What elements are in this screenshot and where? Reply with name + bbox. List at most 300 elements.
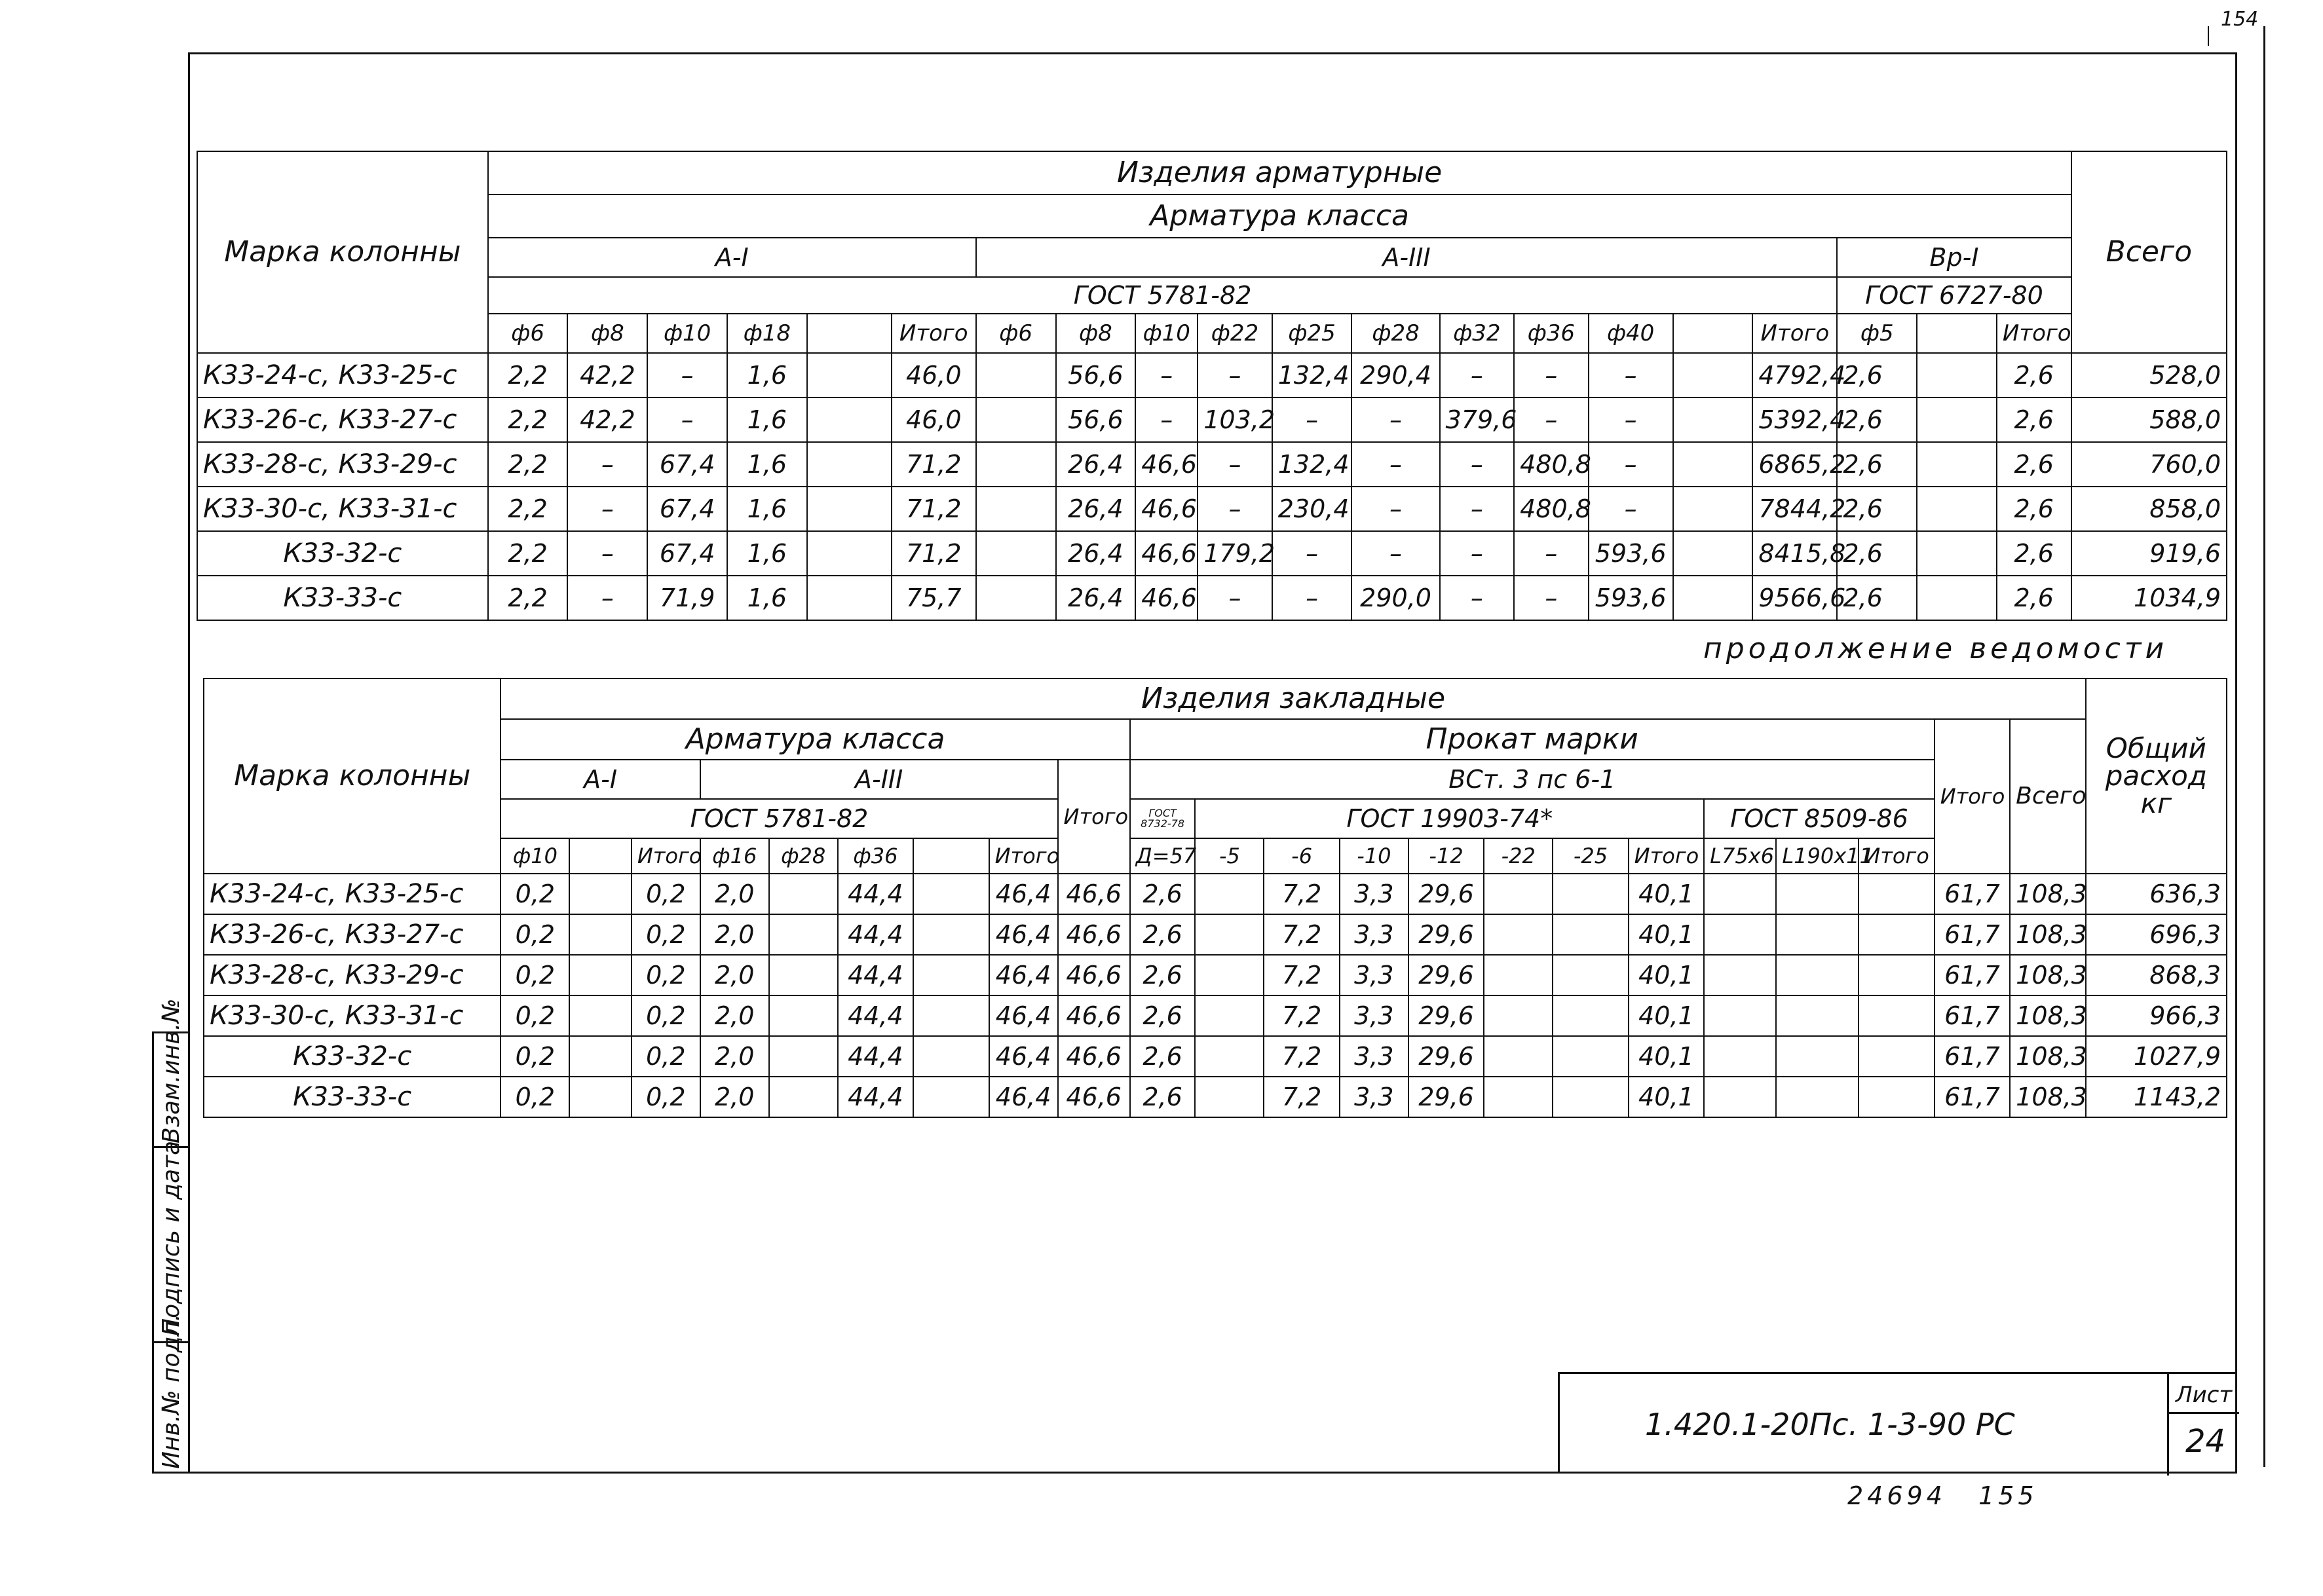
t1-cell: 480,8 — [1514, 442, 1589, 487]
t2-cell: 2,6 — [1130, 955, 1196, 995]
t2-cell: 0,2 — [632, 995, 700, 1036]
t2-cell — [1195, 1077, 1264, 1117]
t2-cell — [769, 914, 838, 955]
t1-cell: – — [1135, 353, 1198, 398]
t1-cell: 2,2 — [488, 487, 568, 531]
t2-col-header: Итого — [632, 838, 700, 874]
t1-cell: – — [1514, 398, 1589, 442]
t2-cell: 2,0 — [700, 914, 769, 955]
t1-cell: – — [567, 442, 647, 487]
t1-cell: – — [567, 531, 647, 576]
t2-itogo-header: Итого — [1935, 719, 2010, 874]
t1-group-a1: А-I — [488, 238, 976, 277]
t2-group-a3: А-III — [700, 760, 1058, 799]
t2-cell: 7,2 — [1264, 995, 1339, 1036]
t2-cell — [1859, 1077, 1934, 1117]
t1-cell: 132,4 — [1272, 353, 1352, 398]
t2-cell — [1553, 874, 1628, 914]
t1-cell — [1917, 398, 1997, 442]
t1-cell: 7844,2 — [1752, 487, 1837, 531]
t2-cell: 0,2 — [632, 914, 700, 955]
t1-row-total: 588,0 — [2071, 398, 2227, 442]
t2-cell — [913, 1077, 989, 1117]
t2-cell — [1195, 995, 1264, 1036]
t2-cell — [1484, 955, 1553, 995]
t1-cell: – — [1440, 487, 1515, 531]
t2-cell: 7,2 — [1264, 874, 1339, 914]
t1-cell — [1673, 353, 1753, 398]
t1-cell: 71,2 — [892, 487, 976, 531]
t1-cell: – — [647, 398, 727, 442]
t1-col-header: ф6 — [976, 314, 1056, 353]
t1-col-header — [807, 314, 892, 353]
bottom-number-right: 155 — [1978, 1481, 2038, 1510]
t1-cell: – — [1198, 576, 1272, 620]
t2-row-general: 696,3 — [2086, 914, 2227, 955]
t2-cell — [769, 995, 838, 1036]
t1-title: Изделия арматурные — [488, 151, 2071, 195]
t2-cell: 7,2 — [1264, 1077, 1339, 1117]
t2-cell: 2,6 — [1130, 1036, 1196, 1077]
t1-cell — [976, 442, 1056, 487]
t2-col-header: L190х11 — [1776, 838, 1859, 874]
t2-cell: 2,0 — [700, 955, 769, 995]
t2-cell: 44,4 — [838, 874, 913, 914]
t2-cell: 29,6 — [1408, 1077, 1484, 1117]
continuation-label: продолжение ведомости — [1703, 632, 2168, 665]
t1-table-row — [197, 353, 2227, 398]
t1-col-header: ф22 — [1198, 314, 1272, 353]
t2-table-row — [204, 1036, 2227, 1077]
t1-cell: – — [1272, 398, 1352, 442]
t2-col-header: ф36 — [838, 838, 913, 874]
t1-cell: 56,6 — [1056, 398, 1136, 442]
t1-cell: 71,2 — [892, 531, 976, 576]
t1-group-vr1: Вр-I — [1837, 238, 2071, 277]
t1-cell: – — [1589, 398, 1673, 442]
t2-cell — [1859, 1036, 1934, 1077]
t1-group-a3: А-III — [976, 238, 1838, 277]
t1-cell: 2,6 — [1997, 398, 2071, 442]
t2-col-header: ф10 — [500, 838, 569, 874]
t2-row-vsego: 108,3 — [2010, 995, 2086, 1036]
t1-cell — [1917, 353, 1997, 398]
t1-row-mark: К33-26-с, К33-27-с — [197, 398, 488, 442]
right-edge-line — [2263, 26, 2265, 1467]
t2-total-header: Всего — [2010, 719, 2086, 874]
t1-cell: 480,8 — [1514, 487, 1589, 531]
t2-col-header: L75х6 — [1704, 838, 1776, 874]
t1-cell: – — [1589, 442, 1673, 487]
t1-cell: 9566,6 — [1752, 576, 1837, 620]
t2-steel: ВСт. 3 пс 6-1 — [1130, 760, 1935, 799]
t2-cell: 2,0 — [700, 995, 769, 1036]
t2-mark-header: Марка колонны — [204, 678, 500, 874]
t2-row-mark: К33-28-с, К33-29-с — [204, 955, 500, 995]
t1-cell — [976, 487, 1056, 531]
t2-cell — [569, 955, 631, 995]
t2-row-mark: К33-33-с — [204, 1077, 500, 1117]
t1-table-row — [197, 442, 2227, 487]
t2-cell — [1704, 1077, 1776, 1117]
t2-cell: 44,4 — [838, 1077, 913, 1117]
t1-cell: 1,6 — [727, 487, 807, 531]
t2-row-mark: К33-32-с — [204, 1036, 500, 1077]
t2-cell: 7,2 — [1264, 955, 1339, 995]
t1-cell: 26,4 — [1056, 531, 1136, 576]
t2-cell — [1195, 1036, 1264, 1077]
t1-row-total: 1034,9 — [2071, 576, 2227, 620]
t2-cell: 40,1 — [1629, 1077, 1704, 1117]
t2-cell: 46,4 — [989, 955, 1058, 995]
t1-total-header: Всего — [2071, 151, 2227, 353]
t1-cell: – — [1198, 487, 1272, 531]
t1-col-header — [1673, 314, 1753, 353]
t2-row-itogo: 61,7 — [1935, 1077, 2010, 1117]
t1-cell: – — [1440, 353, 1515, 398]
t1-cell: – — [1351, 442, 1439, 487]
t2-col-header: Итого — [1859, 838, 1934, 874]
t2-cell — [1553, 1077, 1628, 1117]
t1-col-header: ф32 — [1440, 314, 1515, 353]
t1-cell — [807, 487, 892, 531]
t1-col-header: ф5 — [1837, 314, 1917, 353]
t1-cell: 1,6 — [727, 398, 807, 442]
t1-col-header: ф10 — [1135, 314, 1198, 353]
t2-col-header: -6 — [1264, 838, 1339, 874]
t2-cell: 29,6 — [1408, 995, 1484, 1036]
t1-cell: – — [1351, 487, 1439, 531]
side-stamp — [152, 998, 190, 1474]
t2-cell: 2,6 — [1130, 1077, 1196, 1117]
t2-title: Изделия закладные — [500, 678, 2085, 719]
t2-cell: 3,3 — [1340, 874, 1408, 914]
t2-cell: 46,4 — [989, 995, 1058, 1036]
t1-cell: 67,4 — [647, 487, 727, 531]
t1-cell: 2,6 — [1837, 442, 1917, 487]
t1-mark-header: Марка колонны — [197, 151, 488, 353]
t1-cell: 46,0 — [892, 398, 976, 442]
t2-cell: 46,4 — [989, 914, 1058, 955]
t1-col-header: ф25 — [1272, 314, 1352, 353]
t1-cell — [1917, 531, 1997, 576]
t2-cell — [1195, 955, 1264, 995]
t2-row-itogo: 61,7 — [1935, 874, 2010, 914]
side-label-inventory: Инв.№ подл. — [158, 1314, 185, 1469]
t1-cell: 132,4 — [1272, 442, 1352, 487]
t2-cell — [1776, 1077, 1859, 1117]
t2-row-itogo: 61,7 — [1935, 1036, 2010, 1077]
t2-cell — [1859, 995, 1934, 1036]
t2-cell — [1484, 874, 1553, 914]
reinforcement-table — [197, 151, 2227, 621]
t2-cell: 46,4 — [989, 874, 1058, 914]
t1-row-total: 528,0 — [2071, 353, 2227, 398]
t2-cell — [1704, 1036, 1776, 1077]
t2-cell: 0,2 — [500, 914, 569, 955]
bottom-number-left: 24694 — [1847, 1481, 1946, 1510]
t2-row-vsego: 108,3 — [2010, 955, 2086, 995]
t2-col-header: Итого — [989, 838, 1058, 874]
t2-row-vsego: 108,3 — [2010, 914, 2086, 955]
t2-cell — [769, 874, 838, 914]
t2-cell: 0,2 — [632, 955, 700, 995]
t2-col-header: -12 — [1408, 838, 1484, 874]
t1-cell: 2,6 — [1837, 531, 1917, 576]
t2-cell: 46,6 — [1058, 955, 1130, 995]
embedded-parts-table — [203, 678, 2227, 1118]
t2-cell — [569, 1077, 631, 1117]
t1-cell — [976, 576, 1056, 620]
t1-subtitle: Арматура класса — [488, 195, 2071, 238]
t2-cell: 40,1 — [1629, 1036, 1704, 1077]
t2-col-header: ф28 — [769, 838, 838, 874]
t1-cell: 2,2 — [488, 576, 568, 620]
t2-cell — [1195, 874, 1264, 914]
t2-cell: 46,6 — [1058, 914, 1130, 955]
t2-cell: 46,6 — [1058, 1077, 1130, 1117]
t1-cell: 2,6 — [1837, 353, 1917, 398]
t1-cell: 379,6 — [1440, 398, 1515, 442]
t2-cell: 40,1 — [1629, 874, 1704, 914]
t1-cell: 46,6 — [1135, 442, 1198, 487]
t2-cell: 0,2 — [500, 955, 569, 995]
t2-cell: 29,6 — [1408, 874, 1484, 914]
t2-row-general: 1143,2 — [2086, 1077, 2227, 1117]
t2-cell: 46,4 — [989, 1077, 1058, 1117]
t1-col-header: ф10 — [647, 314, 727, 353]
t1-row-mark: К33-32-с — [197, 531, 488, 576]
t1-cell: 593,6 — [1589, 531, 1673, 576]
t2-cell — [1776, 955, 1859, 995]
t2-cell — [1484, 1036, 1553, 1077]
page-number-top: 154 — [2221, 8, 2259, 31]
t2-group-a1: А-I — [500, 760, 700, 799]
t1-col-header: Итого — [1997, 314, 2071, 353]
t2-gost-small: ГОСТ 8732-78 — [1130, 799, 1196, 838]
t2-cell — [1195, 914, 1264, 955]
side-label-signature: Подпись и дата — [158, 1140, 185, 1336]
t2-cell — [913, 914, 989, 955]
t1-cell: 2,6 — [1997, 353, 2071, 398]
t1-cell — [976, 531, 1056, 576]
t2-row-itogo: 61,7 — [1935, 914, 2010, 955]
t1-cell: 2,2 — [488, 442, 568, 487]
t2-row-general: 868,3 — [2086, 955, 2227, 995]
t2-cell — [1776, 874, 1859, 914]
t2-table-row — [204, 914, 2227, 955]
t2-cell — [1484, 1077, 1553, 1117]
t2-cell: 0,2 — [500, 1077, 569, 1117]
t1-row-total: 919,6 — [2071, 531, 2227, 576]
t1-table-row — [197, 487, 2227, 531]
t2-col-header — [569, 838, 631, 874]
t2-cell: 2,6 — [1130, 874, 1196, 914]
t1-cell — [1917, 576, 1997, 620]
t2-col-header: Д=57 — [1130, 838, 1196, 874]
t1-cell: 46,6 — [1135, 531, 1198, 576]
t1-cell: – — [1351, 398, 1439, 442]
t2-cell: 29,6 — [1408, 914, 1484, 955]
t2-col-header: -22 — [1484, 838, 1553, 874]
t1-cell: – — [1514, 531, 1589, 576]
t2-cell: 2,0 — [700, 1077, 769, 1117]
t2-row-vsego: 108,3 — [2010, 1036, 2086, 1077]
t2-gost-c: ГОСТ 8509-86 — [1704, 799, 1935, 838]
t1-cell: 2,6 — [1997, 531, 2071, 576]
t1-cell: – — [1589, 487, 1673, 531]
t1-cell: 46,6 — [1135, 576, 1198, 620]
t2-cell — [913, 995, 989, 1036]
t1-row-total: 858,0 — [2071, 487, 2227, 531]
t1-cell — [1917, 487, 1997, 531]
t2-cell — [569, 874, 631, 914]
t2-cell: 40,1 — [1629, 914, 1704, 955]
t1-cell — [1673, 576, 1753, 620]
t2-row-general: 966,3 — [2086, 995, 2227, 1036]
t1-col-header: Итого — [1752, 314, 1837, 353]
t1-cell — [976, 353, 1056, 398]
t2-cell: 0,2 — [632, 1036, 700, 1077]
t1-cell: 2,6 — [1837, 576, 1917, 620]
t1-row-mark: К33-24-с, К33-25-с — [197, 353, 488, 398]
t2-cell — [1553, 914, 1628, 955]
t1-cell — [807, 531, 892, 576]
t1-col-header: ф28 — [1351, 314, 1439, 353]
t2-cell — [569, 914, 631, 955]
t2-cell — [1859, 914, 1934, 955]
t2-cell: 29,6 — [1408, 1036, 1484, 1077]
t2-gost-b: ГОСТ 19903-74* — [1195, 799, 1704, 838]
t2-cell — [1776, 995, 1859, 1036]
t1-cell: 56,6 — [1056, 353, 1136, 398]
t1-cell: 179,2 — [1198, 531, 1272, 576]
t2-col-header: ф16 — [700, 838, 769, 874]
t1-cell: 26,4 — [1056, 487, 1136, 531]
t2-cell: 40,1 — [1629, 955, 1704, 995]
t2-cell: 3,3 — [1340, 1077, 1408, 1117]
t2-cell: 44,4 — [838, 914, 913, 955]
t1-cell: 230,4 — [1272, 487, 1352, 531]
t1-cell: 2,6 — [1997, 442, 2071, 487]
t2-armatura: Арматура класса — [500, 719, 1129, 760]
t1-cell: 103,2 — [1198, 398, 1272, 442]
t1-cell: 5392,4 — [1752, 398, 1837, 442]
t2-cell: 2,6 — [1130, 995, 1196, 1036]
t1-cell: 2,6 — [1997, 576, 2071, 620]
t1-cell: – — [1351, 531, 1439, 576]
t1-cell — [1673, 442, 1753, 487]
t2-cell: 46,6 — [1058, 874, 1130, 914]
t2-cell: 2,0 — [700, 1036, 769, 1077]
t1-cell — [1673, 531, 1753, 576]
t1-cell: 42,2 — [567, 398, 647, 442]
corner-tick — [2208, 26, 2209, 46]
t1-gost-vr: ГОСТ 6727-80 — [1837, 277, 2071, 314]
t1-table-row — [197, 576, 2227, 620]
t1-cell: 75,7 — [892, 576, 976, 620]
t2-cell — [1776, 914, 1859, 955]
t2-cell: 40,1 — [1629, 995, 1704, 1036]
t2-col-header: -10 — [1340, 838, 1408, 874]
t2-cell: 44,4 — [838, 955, 913, 995]
t2-row-vsego: 108,3 — [2010, 874, 2086, 914]
t1-col-header: ф36 — [1514, 314, 1589, 353]
t1-col-header: ф6 — [488, 314, 568, 353]
t1-cell: – — [1589, 353, 1673, 398]
t1-cell — [807, 398, 892, 442]
t1-cell: 71,9 — [647, 576, 727, 620]
t1-cell: 290,0 — [1351, 576, 1439, 620]
t1-table-row — [197, 398, 2227, 442]
t2-cell — [1704, 995, 1776, 1036]
t1-col-header: ф8 — [567, 314, 647, 353]
t1-row-mark: К33-33-с — [197, 576, 488, 620]
t2-col-header: -25 — [1553, 838, 1628, 874]
t2-row-general: 1027,9 — [2086, 1036, 2227, 1077]
t1-cell: – — [1440, 442, 1515, 487]
t1-cell: 67,4 — [647, 442, 727, 487]
t2-cell: 44,4 — [838, 1036, 913, 1077]
t2-cell: 0,2 — [632, 874, 700, 914]
t2-cell — [1776, 1036, 1859, 1077]
t2-cell — [1859, 874, 1934, 914]
title-block — [1558, 1372, 2237, 1474]
t1-cell: 2,6 — [1837, 398, 1917, 442]
t2-cell: 7,2 — [1264, 1036, 1339, 1077]
t2-row-mark: К33-30-с, К33-31-с — [204, 995, 500, 1036]
t1-cell: – — [647, 353, 727, 398]
t2-cell — [1553, 955, 1628, 995]
t1-cell: 26,4 — [1056, 442, 1136, 487]
t2-row-itogo: 61,7 — [1935, 995, 2010, 1036]
t1-cell: 1,6 — [727, 442, 807, 487]
t1-cell — [807, 353, 892, 398]
t1-cell: – — [1440, 531, 1515, 576]
t2-table-row — [204, 955, 2227, 995]
t1-cell: – — [1135, 398, 1198, 442]
t2-cell — [769, 1077, 838, 1117]
t2-cell: 3,3 — [1340, 914, 1408, 955]
t2-col-header: -5 — [1195, 838, 1264, 874]
t2-cell — [913, 874, 989, 914]
t2-cell — [1553, 1036, 1628, 1077]
t2-row-vsego: 108,3 — [2010, 1077, 2086, 1117]
t2-cell — [1704, 874, 1776, 914]
sheet-label: Лист — [2176, 1382, 2233, 1408]
t1-cell: 1,6 — [727, 576, 807, 620]
t2-row-mark: К33-24-с, К33-25-с — [204, 874, 500, 914]
t2-cell — [1704, 914, 1776, 955]
t1-gost-a: ГОСТ 5781-82 — [488, 277, 1838, 314]
t2-cell — [1484, 914, 1553, 955]
t1-cell: 71,2 — [892, 442, 976, 487]
t2-cell — [769, 1036, 838, 1077]
t1-cell: 2,2 — [488, 353, 568, 398]
t2-cell: 0,2 — [500, 995, 569, 1036]
t2-cell: 3,3 — [1340, 995, 1408, 1036]
document-code: 1.420.1-20Пс. 1-3-90 РС — [1645, 1407, 2015, 1442]
t2-row-mark: К33-26-с, К33-27-с — [204, 914, 500, 955]
t2-cell: 29,6 — [1408, 955, 1484, 995]
t2-col-header — [913, 838, 989, 874]
t1-cell: – — [1272, 576, 1352, 620]
t1-cell: – — [1440, 576, 1515, 620]
t1-cell: 46,0 — [892, 353, 976, 398]
t2-general-header: Общий расход кг — [2086, 678, 2227, 874]
t2-cell: 3,3 — [1340, 1036, 1408, 1077]
t1-cell — [1673, 487, 1753, 531]
